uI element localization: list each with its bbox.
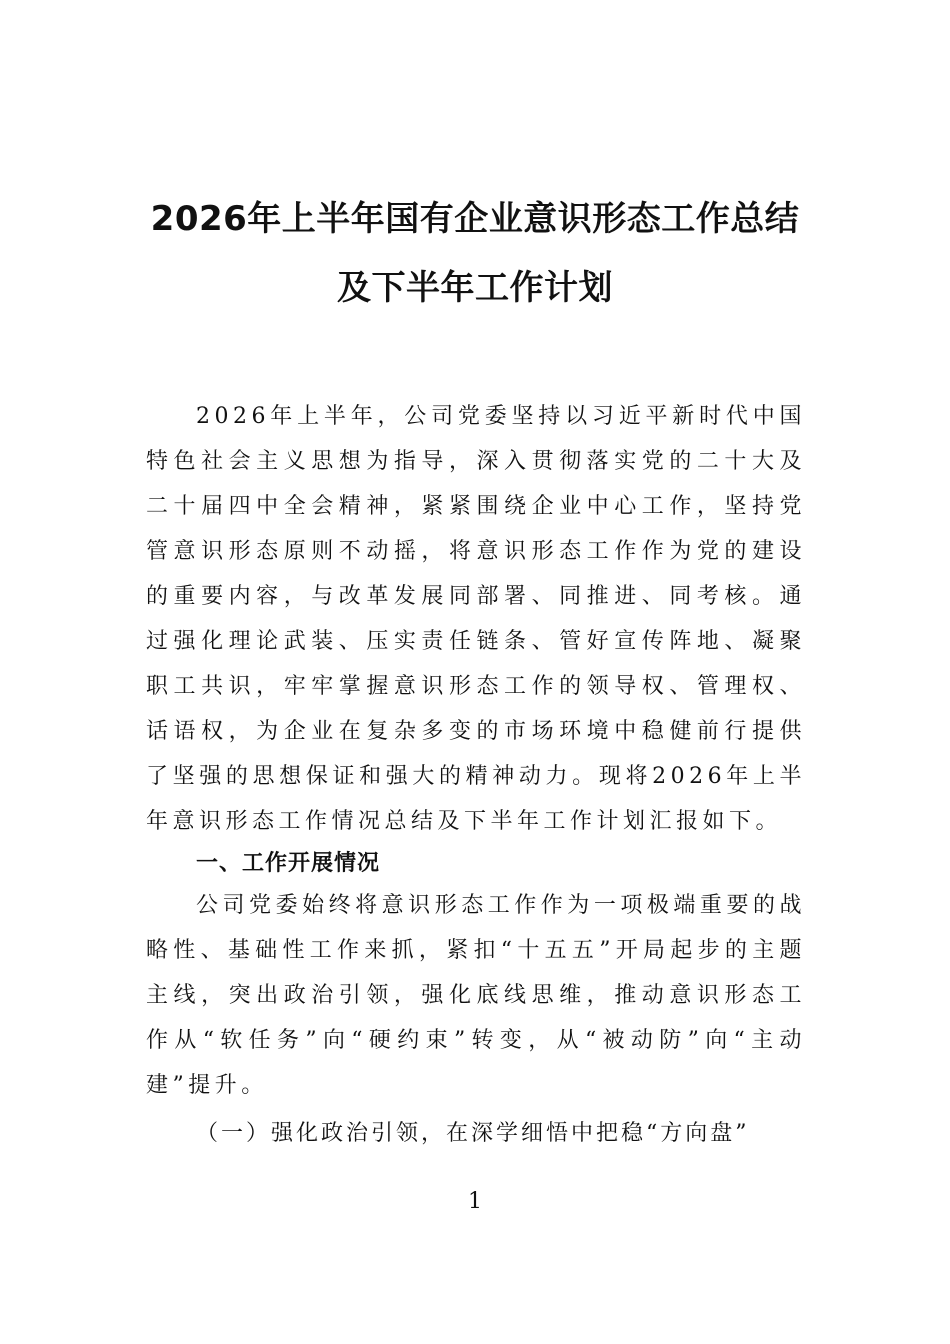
intro-paragraph: 2026年上半年，公司党委坚持以习近平新时代中国特色社会主义思想为指导，深入贯彻落实党的二十大及二十届四中全会精神，紧紧围绕企业中心工作，坚持党管意识形态原则不动摇，将意识形态工作作为党的建设的重要内容，与改革发展同部署、同推进、同考核。通过强化理论武装、压实责任链条、管好宣传阵地、凝聚职工共识，牢牢掌握意识形态工作的领导权、管理权、话语权，为企业在复杂多变的市场环境中稳健前行提供了坚强的思想保证和强大的精神动力。现将2026年上半年意识形态工作情况总结及下半年工作计划汇报如下。 xyxy=(146,404,806,834)
document-title-line-1: 2026年上半年国有企业意识形态工作总结 xyxy=(150,199,800,239)
page-number: 1 xyxy=(468,1189,482,1214)
section-heading: 一、工作开展情况 xyxy=(196,851,381,876)
subsection-heading: （一）强化政治引领，在深学细悟中把稳“方向盘” xyxy=(196,1121,750,1146)
document-title-line-2: 及下半年工作计划 xyxy=(337,268,613,308)
section-paragraph: 公司党委始终将意识形态工作作为一项极端重要的战略性、基础性工作来抓，紧扣“十五五”开局起步的主题主线，突出政治引领，强化底线思维，推动意识形态工作从“软任务”向“硬约束”转变，从“被动防”向“主动建”提升。 xyxy=(146,893,806,1098)
